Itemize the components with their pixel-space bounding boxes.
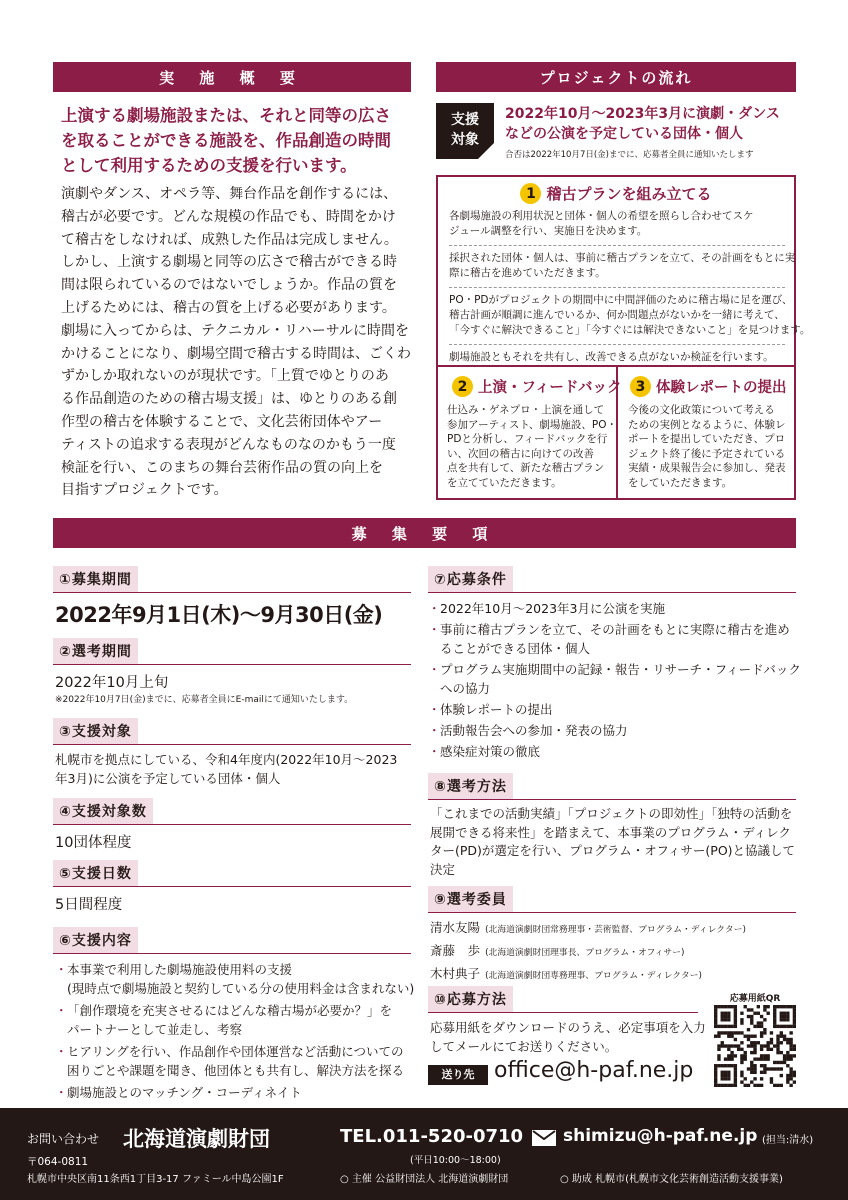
target-line: 札幌市を拠点にしている、令和4年度内(2022年10月～2023 bbox=[55, 752, 398, 767]
section-header bbox=[53, 718, 411, 745]
list-item bbox=[57, 960, 415, 998]
step3-line: ポートを提出していただき、プロ bbox=[628, 433, 786, 446]
item-line: ・ 事前に稽古プランを立て、その計画をもとに実際に稽古を進め bbox=[440, 622, 790, 637]
para-line: ジュール調整を行い、実施日を決めます。 bbox=[449, 225, 648, 237]
step1-title bbox=[436, 183, 796, 204]
qr-label: 応募用紙QR bbox=[729, 994, 781, 1004]
step2-line: い、次回の稽古に向けての改善 bbox=[447, 447, 594, 460]
support-count-value: 10団体程度 bbox=[55, 835, 132, 851]
committee-list bbox=[428, 913, 796, 986]
selection-method-text bbox=[428, 800, 796, 879]
member-role: (北海道演劇財団理事長、プログラム・オフィサー) bbox=[485, 948, 685, 958]
method-line: 展開できる将来性」を踏まえて、本事業のプログラム・ディレク bbox=[430, 824, 791, 840]
para-line: 採択された団体・個人は、事前に稽古プランを立て、その計画をもとに実 bbox=[449, 252, 796, 264]
section-header bbox=[428, 566, 796, 593]
method-line: ター(PD)が選定を行い、プログラム・オフィサー(PO)と協議して bbox=[430, 843, 796, 858]
body-line: 間は限られているのではないでしょうか。作品の質を bbox=[61, 277, 397, 294]
lead-line: を取ることができる施設を、作品創造の時間 bbox=[61, 131, 391, 150]
section-5 bbox=[53, 860, 411, 914]
corner-arrow-icon bbox=[478, 143, 494, 159]
section-header bbox=[428, 886, 796, 913]
step2-title bbox=[452, 376, 622, 397]
section-label: ③支援対象 bbox=[53, 718, 138, 744]
body-line: 演劇やダンス、オペラ等、舞台作品を創作するには、 bbox=[61, 186, 398, 202]
apply-method-text bbox=[428, 1013, 706, 1056]
step2-line: PDと分析し、フィードバックを行 bbox=[447, 433, 608, 446]
body-line: 目指すプロジェクトです。 bbox=[61, 482, 228, 499]
badge-line: 対象 bbox=[451, 132, 479, 148]
overview-body bbox=[61, 183, 413, 502]
item-line: への協力 bbox=[440, 681, 491, 696]
body-line: 上げるためには、稽古の質を上げる必要があります。 bbox=[61, 299, 396, 316]
method-line: 決定 bbox=[430, 861, 456, 877]
step2-body bbox=[447, 403, 617, 491]
step2-line: 仕込み・ゲネプロ・上演を通して bbox=[447, 404, 605, 416]
staff-name: (担当:清水) bbox=[762, 1135, 814, 1146]
office-hours: (平日10:00～18:00) bbox=[410, 1155, 501, 1166]
step2-line: を立てていただきます。 bbox=[447, 476, 562, 489]
member-name: 木村典子 bbox=[430, 966, 481, 981]
contact-label: お問い合わせ bbox=[27, 1132, 100, 1146]
badge-line: 支援 bbox=[451, 112, 479, 128]
item-line: ・ 体験レポートの提出 bbox=[440, 702, 553, 717]
body-line: ずかしか取れないのが現状です。「上質でゆとりのあ bbox=[61, 368, 389, 385]
step1-para bbox=[449, 246, 796, 287]
target-text bbox=[505, 104, 805, 144]
apply-email-link[interactable]: office@h-paf.ne.jp bbox=[494, 1058, 694, 1083]
body-line: しかし、上演する劇場と同等の広さで稽古ができる時 bbox=[61, 254, 397, 271]
step3-title bbox=[630, 376, 787, 397]
list-item bbox=[57, 1042, 411, 1080]
footer bbox=[0, 1108, 848, 1200]
step3-line: ジェクト終了後に予定されている bbox=[628, 447, 786, 460]
support-target-text bbox=[53, 745, 411, 788]
section-label: ⑤支援日数 bbox=[53, 860, 138, 886]
contact-email[interactable]: shimizu@h-paf.ne.jp bbox=[563, 1126, 758, 1146]
body-line: かけることになり、劇場空間で稽古する時間は、ごくわ bbox=[61, 345, 411, 362]
conditions-list bbox=[428, 593, 801, 761]
overview-lead bbox=[61, 103, 411, 178]
member-name: 斎藤 歩 bbox=[430, 943, 481, 958]
section-header bbox=[428, 986, 698, 1013]
section-header bbox=[428, 773, 796, 800]
step3-line: 今後の文化政策について考える bbox=[628, 404, 775, 416]
lead-line: 上演する劇場施設または、それと同等の広さ bbox=[61, 106, 391, 125]
section-1 bbox=[53, 566, 411, 629]
period-value: 2022年9月1日(木)～9月30日(金) bbox=[55, 603, 383, 627]
item-line: ・ 劇場施設とのマッチング・コーディネイト bbox=[67, 1085, 302, 1100]
section-label: ②選考期間 bbox=[53, 638, 138, 664]
apply-line: してメールにてお送りください。 bbox=[430, 1038, 618, 1054]
item-line: ・ 「創作環境を充実させるにはどんな稽古場が必要か？」を bbox=[67, 1003, 393, 1018]
item-line: (現時点で劇場施設と契約している分の使用料金は含まれない) bbox=[67, 981, 415, 996]
step1-para bbox=[449, 209, 785, 245]
section-label: ⑧選考方法 bbox=[428, 773, 513, 799]
list-item bbox=[430, 599, 796, 618]
target-note: 合否は2022年10月7日(金)までに、応募者全員に通知いたします bbox=[505, 150, 754, 160]
selection-note: ※2022年10月7日(金)までに、応募者全員にE-mailにて通知いたします。 bbox=[55, 695, 354, 705]
step-title: 稽古プランを組み立てる bbox=[546, 185, 712, 203]
list-item bbox=[430, 721, 796, 740]
list-item bbox=[430, 700, 796, 719]
phone-number[interactable]: TEL.011-520-0710 bbox=[340, 1126, 524, 1147]
para-line: 稽古計画が順調に進んでいるか、何か問題点がないかを一緒に考えて、 bbox=[449, 309, 785, 321]
send-label: 送り先 bbox=[428, 1065, 488, 1085]
step2-line: 参加アーティスト、劇場施設、PO・ bbox=[447, 418, 617, 431]
flow-title: プロジェクトの流れ bbox=[436, 62, 796, 92]
section-9 bbox=[428, 886, 796, 986]
overview-title: 実 施 概 要 bbox=[53, 62, 411, 92]
org-name: 北海道演劇財団 bbox=[123, 1127, 270, 1151]
item-line: ・ ヒアリングを行い、作品創作や団体運営など活動についての bbox=[67, 1044, 404, 1059]
section-label: ⑨選考委員 bbox=[428, 886, 513, 912]
item-line: ・ 本事業で利用した劇場施設使用料の支援 bbox=[67, 962, 293, 977]
para-line: PO・PDがプロジェクトの期間中に中間評価のために稽古場に足を運び、 bbox=[449, 294, 793, 306]
support-content-list bbox=[53, 954, 415, 1102]
item-line: ・ 2022年10月～2023年3月に公演を実施 bbox=[440, 601, 665, 616]
section-header bbox=[53, 566, 411, 593]
section-8 bbox=[428, 773, 796, 879]
step-title: 体験レポートの提出 bbox=[656, 380, 787, 396]
list-item bbox=[57, 1001, 411, 1039]
body-line: て稽古をしなければ、成熟した作品は完成しません。 bbox=[61, 231, 398, 248]
step3-line: ための実例となるように、体験レ bbox=[628, 418, 786, 431]
lead-line: として利用するための支援を行います。 bbox=[61, 156, 357, 175]
item-line: パートナーとして並走し、考察 bbox=[67, 1022, 243, 1037]
postal-code: 〒064-0811 bbox=[27, 1156, 89, 1168]
para-line: 際に稽古を進めていただきます。 bbox=[449, 267, 606, 279]
item-line: 困りごとや課題を聞き、他団体とも共有し、解決方法を探る bbox=[67, 1063, 405, 1078]
support-info: ○ 助成 札幌市(札幌市文化芸術創造活動支援事業) bbox=[560, 1174, 783, 1185]
committee-member bbox=[430, 917, 796, 940]
selection-period-value: 2022年10月上旬 bbox=[55, 675, 169, 691]
item-line: ・ プログラム実施期間中の記録・報告・リサーチ・フィードバック bbox=[440, 662, 801, 677]
mail-icon bbox=[532, 1130, 556, 1146]
item-line: ることができる団体・個人 bbox=[440, 641, 591, 656]
section-4 bbox=[53, 798, 411, 852]
section-label: ④支援対象数 bbox=[53, 798, 153, 824]
target-line: 2022年10月～2023年3月に演劇・ダンス bbox=[505, 106, 780, 122]
step1-para bbox=[449, 345, 785, 365]
para-line: 劇場施設ともそれを共有し、改善できる点がないか検証を行います。 bbox=[449, 351, 774, 363]
step3-line: 実績・成果報告会に参加し、発表 bbox=[628, 462, 786, 475]
body-line: 作型の稽古を体験することで、文化芸術団体やアー bbox=[61, 413, 383, 430]
section-10 bbox=[428, 986, 706, 1056]
section-label: ⑥支援内容 bbox=[53, 927, 138, 953]
step2-line: 点を共有して、新たな稽古プラン bbox=[447, 462, 605, 475]
section-label: ①募集期間 bbox=[53, 566, 138, 592]
section-header bbox=[53, 927, 411, 954]
section-6 bbox=[53, 927, 415, 1102]
para-line: 各劇場施設の利用状況と団体・個人の希望を照らし合わせてスケ bbox=[449, 210, 754, 222]
section-header bbox=[53, 860, 411, 887]
item-line: ・ 感染症対策の徹底 bbox=[440, 744, 541, 759]
target-line: 年3月)に公演を予定している団体・個人 bbox=[55, 771, 281, 786]
section-header bbox=[53, 638, 411, 665]
list-item bbox=[430, 660, 801, 698]
step3-body bbox=[628, 403, 794, 491]
step-title: 上演・フィードバック bbox=[478, 380, 622, 396]
host-info: ○ 主催 公益財団法人 北海道演劇財団 bbox=[340, 1174, 509, 1185]
list-item bbox=[430, 742, 796, 761]
member-name: 清水友陽 bbox=[430, 920, 481, 935]
address: 札幌市中央区南11条西1丁目3-17 ファミール中島公園1F bbox=[27, 1174, 284, 1185]
section-label: ⑦応募条件 bbox=[428, 566, 513, 592]
step3-line: をしていただきます。 bbox=[628, 476, 733, 489]
target-badge bbox=[436, 103, 494, 159]
section-2 bbox=[53, 638, 411, 705]
qr-code-icon bbox=[714, 1005, 796, 1087]
member-role: (北海道演劇財団常務理事・芸術監督、プログラム・ディレクター) bbox=[485, 925, 746, 935]
method-line: 「これまでの活動実績」「プロジェクトの即効性」「独特の活動を bbox=[430, 806, 793, 821]
body-line: 劇場に入ってからは、テクニカル・リハーサルに時間を bbox=[61, 322, 410, 339]
step-number-badge: 2 bbox=[452, 376, 473, 397]
step-number-badge: 1 bbox=[520, 183, 541, 204]
qr-code[interactable] bbox=[714, 1005, 796, 1087]
recruit-title: 募 集 要 項 bbox=[53, 518, 796, 548]
committee-member bbox=[430, 963, 796, 986]
section-3 bbox=[53, 718, 411, 788]
body-line: る作品創造のための稽古場支援」は、ゆとりのある創 bbox=[61, 391, 397, 408]
body-line: ティストの追求する表現がどんなものなのかもう一度 bbox=[61, 436, 396, 453]
section-label: ⑩応募方法 bbox=[428, 986, 513, 1012]
list-item bbox=[57, 1083, 411, 1102]
target-line: などの公演を予定している団体・個人 bbox=[505, 126, 743, 142]
member-role: (北海道演劇財団専務理事、プログラム・ディレクター) bbox=[485, 971, 702, 981]
apply-line: 応募用紙をダウンロードのうえ、必定事項を入力 bbox=[430, 1020, 706, 1035]
step-number-badge: 3 bbox=[630, 376, 651, 397]
para-line: 「今すぐに解決できること」「今すぐには解決できないこと」を見つけます。 bbox=[449, 324, 811, 336]
section-header bbox=[53, 798, 411, 825]
support-days-value: 5日間程度 bbox=[55, 897, 123, 913]
list-item bbox=[430, 620, 796, 658]
item-line: ・ 活動報告会への参加・発表の協力 bbox=[440, 723, 628, 738]
section-7 bbox=[428, 566, 801, 761]
body-line: 稽古が必要です。どんな規模の作品でも、時間をかけ bbox=[61, 208, 396, 225]
committee-member bbox=[430, 940, 796, 963]
body-line: 検証を行い、このまちの舞台芸術作品の質の向上を bbox=[61, 459, 383, 476]
step1-body bbox=[449, 209, 811, 365]
step1-para bbox=[449, 288, 811, 344]
